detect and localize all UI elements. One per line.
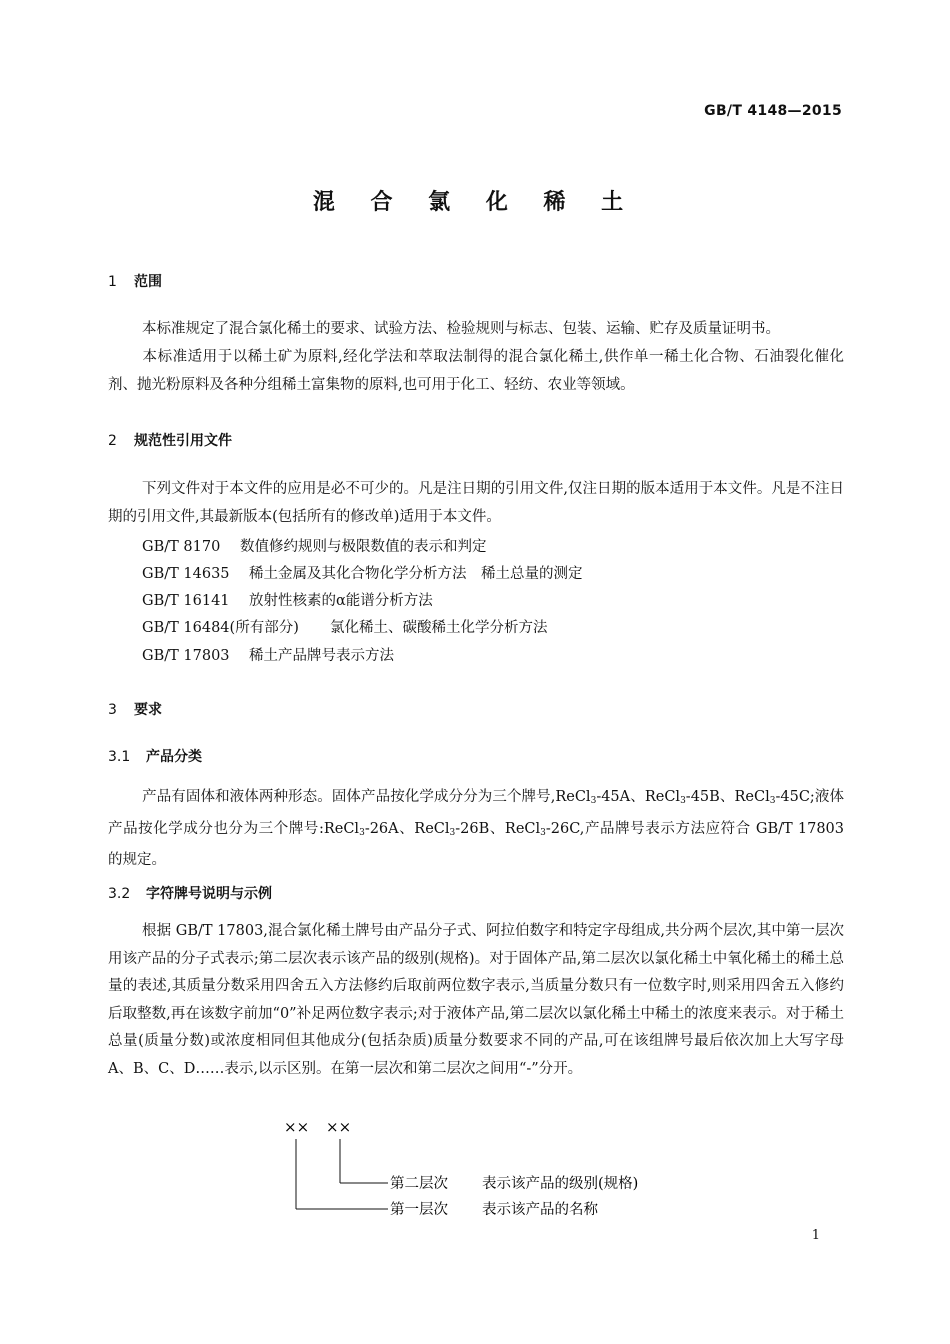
section-3-1-paragraph [108,784,844,875]
section-3-heading [108,699,162,719]
section-1-paragraph-1 [108,316,844,344]
formula: ReCl [555,789,591,805]
reference-code: GB/T 16141 [142,593,230,609]
subscript: 3 [680,796,686,806]
section-2-heading [108,430,232,450]
section-1-p2-text: 本标准适用于以稀土矿为原料,经化学法和萃取法制得的混合氯化稀土,供作单一稀土化合物、石油裂化催化剂、抛光粉原料及各种分组稀土富集物的原料,也可用于化工、轻纺、农业等领域。 [108,349,844,393]
subscript: 3 [359,827,365,838]
reference-title: 稀土金属及其化合物化学分析方法 稀土总量的测定 [249,566,583,582]
first-level-label: 第一层次 [390,1202,448,1218]
first-level-description: 表示该产品的名称 [482,1202,598,1218]
subscript: 3 [540,827,546,838]
reference-title: 数值修约规则与极限数值的表示和判定 [240,539,487,555]
section-3-2-heading [108,883,272,903]
standard-code-header: GB/T 4148—2015 [704,103,842,119]
reference-code: GB/T 17803 [142,648,230,664]
section-1-number: 1 [108,274,117,290]
section-3-1-heading [108,746,202,766]
reference-code: GB/T 14635 [142,566,230,582]
section-3-2-text: 根据 GB/T 17803,混合氯化稀土牌号由产品分子式、阿拉伯数字和特定字母组成,共分两个层次,其中第一层次用该产品的分子式表示;第二层次表示该产品的级别(规格)。对于固体产品,第二层次以氯化稀土中氧化稀土的稀土总量的表述,其质量分数采用四舍五入方法修约后取前两位数字表示,当质量分数只有一位数字时,则采用四舍五入修约后取整数,再在该数字前加“0”补足两位数字表示;对于液体产品,第二层次以氯化稀土中稀土的浓度来表示。对于稀土总量(质量分数)或浓度相同但其他成分(包括杂质)质量分数要求不同的产品,可在该组牌号最后依次加上大写字母 A、B、C、D……表示,以示区别。在第一层次和第二层次之间用“-”分开。 [108,923,844,1077]
reference-item [142,616,548,637]
reference-item [142,589,433,610]
second-level-label: 第二层次 [390,1176,448,1192]
text-run: -26B、 [455,820,505,837]
reference-title: 氯化稀土、碳酸稀土化学分析方法 [330,620,548,636]
second-level-description: 表示该产品的级别(规格) [482,1176,639,1192]
reference-title: 稀土产品牌号表示方法 [249,648,394,664]
formula: ReCl [504,820,541,837]
subscript: 3 [449,827,456,838]
text-run: -26C,产品牌号表示方法应符合 GB/T 17803 的规定。 [108,820,845,868]
section-2-number: 2 [108,433,117,449]
reference-item [142,562,583,583]
formula: ReCl [323,820,360,837]
subscript: 3 [590,796,597,806]
formula: ReCl [644,789,681,805]
reference-code: GB/T 16484(所有部分) [142,620,299,636]
section-1-heading [108,271,162,291]
text-run: -45C;液体产品按化学成分也分为三个牌号: [108,789,844,837]
grade-structure-diagram [280,1115,700,1225]
section-3-title: 要求 [134,702,162,718]
section-3-1-number: 3.1 [108,749,131,765]
text-run: -45A、 [596,789,645,805]
section-3-number: 3 [108,702,117,718]
section-1-p1-text: 本标准规定了混合氯化稀土的要求、试验方法、检验规则与标志、包装、运输、贮存及质量证明书。 [142,321,780,337]
section-1-paragraph-2 [108,344,844,399]
second-level-marks: ×× [326,1118,352,1136]
section-2-paragraph [108,476,844,531]
reference-item [142,644,394,665]
formula: ReCl [734,789,770,805]
page-number: 1 [811,1228,820,1243]
section-2-title: 规范性引用文件 [134,433,232,449]
text-run: 产品有固体和液体两种形态。固体产品按化学成分分为三个牌号, [142,789,556,805]
reference-title: 放射性核素的α能谱分析方法 [249,593,433,609]
section-3-1-title: 产品分类 [146,749,202,765]
reference-code: GB/T 8170 [142,539,221,555]
subscript: 3 [769,796,776,806]
formula: ReCl [414,820,450,837]
section-3-2-title: 字符牌号说明与示例 [146,886,272,902]
text-run: -45B、 [685,789,735,805]
reference-item [142,535,487,556]
section-1-title: 范围 [134,274,162,290]
first-level-marks: ×× [284,1118,310,1136]
section-3-2-paragraph [108,918,844,1083]
text-run: -26A、 [364,820,415,837]
section-3-2-number: 3.2 [108,886,131,902]
section-2-p1-text: 下列文件对于本文件的应用是必不可少的。凡是注日期的引用文件,仅注日期的版本适用于本文件。凡是不注日期的引用文件,其最新版本(包括所有的修改单)适用于本文件。 [108,481,844,525]
page-title: 混 合 氯 化 稀 土 [312,190,638,215]
